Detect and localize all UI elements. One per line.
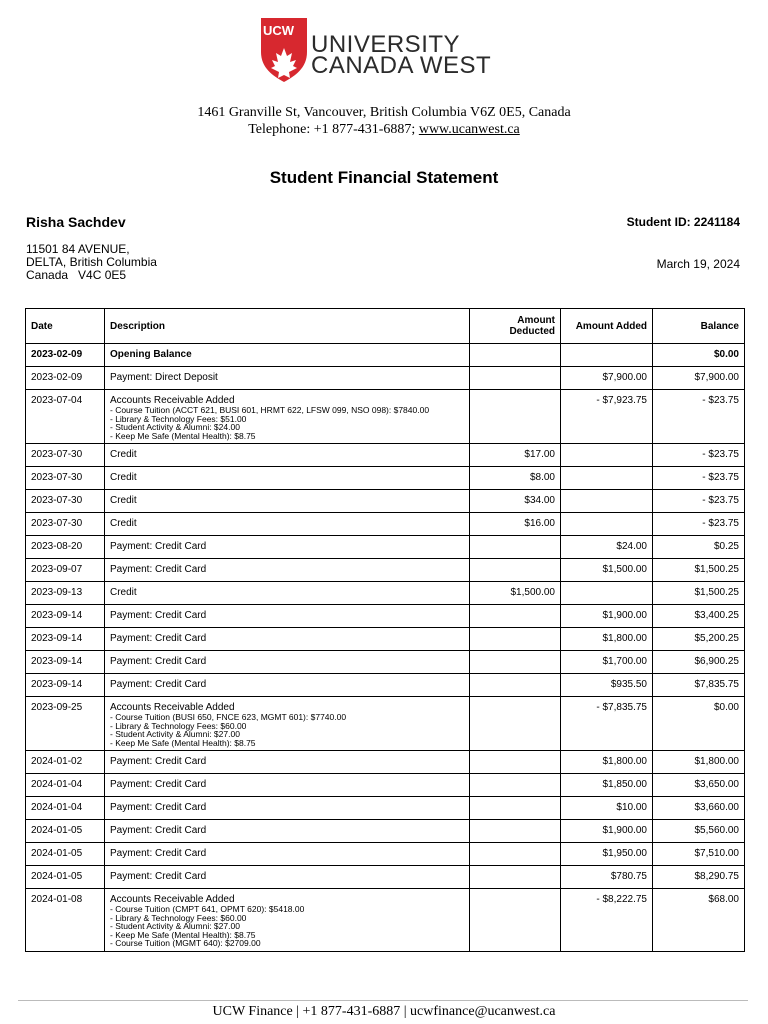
cell-description: [105, 820, 470, 843]
cell-amount-deducted: [470, 344, 561, 367]
cell-date: 2023-09-14: [26, 651, 105, 674]
cell-amount-deducted: [470, 751, 561, 774]
student-id: Student ID: 2241184: [626, 215, 740, 229]
cell-amount-added: [561, 444, 653, 467]
table-row: [26, 367, 745, 390]
page-title: Student Financial Statement: [269, 168, 499, 187]
cell-amount-deducted: [470, 820, 561, 843]
description-text: Payment: Credit Card: [110, 541, 207, 552]
cell-amount-deducted: [470, 367, 561, 390]
description-text: Payment: Credit Card: [110, 871, 207, 882]
header-amount-added: Amount Added: [561, 309, 653, 344]
cell-amount-deducted: [470, 697, 561, 751]
cell-balance: $3,400.25: [653, 605, 745, 628]
detail-line: - Keep Me Safe (Mental Health): $8.75: [110, 430, 256, 441]
cell-balance: $0.00: [653, 697, 745, 751]
table-row: [26, 344, 745, 367]
description-text: Credit: [110, 587, 137, 598]
description-text: Accounts Receivable Added: [110, 702, 235, 713]
table-row: [26, 467, 745, 490]
detail-line: - Course Tuition (MGMT 640): $2709.00: [110, 938, 261, 948]
cell-amount-added: $1,900.00: [561, 820, 653, 843]
cell-amount-deducted: [470, 866, 561, 889]
description-details: [110, 713, 464, 747]
cell-amount-deducted: $8.00: [470, 467, 561, 490]
cell-amount-added: [561, 582, 653, 605]
cell-amount-deducted: [470, 674, 561, 697]
cell-amount-added: $1,800.00: [561, 628, 653, 651]
description-text: Payment: Credit Card: [110, 564, 207, 575]
cell-balance: $3,660.00: [653, 797, 745, 820]
cell-date: 2024-01-05: [26, 843, 105, 866]
cell-date: 2023-02-09: [26, 367, 105, 390]
cell-date: 2023-09-25: [26, 697, 105, 751]
cell-description: [105, 674, 470, 697]
cell-amount-added: [561, 490, 653, 513]
cell-date: 2023-02-09: [26, 344, 105, 367]
table-row: [26, 390, 745, 444]
cell-amount-added: $1,950.00: [561, 843, 653, 866]
description-details: [110, 905, 464, 948]
cell-amount-deducted: [470, 651, 561, 674]
cell-amount-added: $1,800.00: [561, 751, 653, 774]
table-row: [26, 651, 745, 674]
cell-description: [105, 697, 470, 751]
cell-description: [105, 774, 470, 797]
cell-amount-deducted: [470, 559, 561, 582]
footer-contact: UCW Finance | +1 877-431-6887 | ucwfinance@ucanwest.ca: [212, 1004, 556, 1019]
cell-description: [105, 559, 470, 582]
cell-amount-deducted: [470, 889, 561, 952]
detail-line: - Course Tuition (CMPT 641, OPMT 620): $5418.00: [110, 904, 305, 914]
cell-date: 2023-09-14: [26, 674, 105, 697]
cell-amount-deducted: $1,500.00: [470, 582, 561, 605]
detail-line: - Student Activity & Alumni: $27.00: [110, 921, 240, 931]
cell-amount-deducted: [470, 774, 561, 797]
cell-balance: - $23.75: [653, 513, 745, 536]
cell-balance: $0.25: [653, 536, 745, 559]
description-text: Accounts Receivable Added: [110, 395, 235, 406]
detail-line: - Course Tuition (ACCT 621, BUSI 601, HRMT 622, LFSW 099, NSO 098): $7840.00: [110, 405, 430, 415]
cell-amount-added: [561, 344, 653, 367]
cell-description: [105, 843, 470, 866]
cell-amount-added: - $7,923.75: [561, 390, 653, 444]
cell-date: 2023-09-07: [26, 559, 105, 582]
cell-amount-added: - $7,835.75: [561, 697, 653, 751]
cell-description: [105, 628, 470, 651]
cell-amount-added: $24.00: [561, 536, 653, 559]
cell-balance: $3,650.00: [653, 774, 745, 797]
cell-description: [105, 797, 470, 820]
description-text: Payment: Credit Card: [110, 656, 207, 667]
table-row: [26, 774, 745, 797]
header-amount-deducted: Amount Deducted: [470, 309, 561, 344]
table-row: [26, 843, 745, 866]
cell-balance: $6,900.25: [653, 651, 745, 674]
cell-balance: - $23.75: [653, 444, 745, 467]
cell-date: 2024-01-04: [26, 774, 105, 797]
cell-description: [105, 536, 470, 559]
cell-amount-added: [561, 513, 653, 536]
cell-date: 2023-07-04: [26, 390, 105, 444]
cell-date: 2024-01-05: [26, 820, 105, 843]
description-text: Payment: Credit Card: [110, 610, 207, 621]
description-text: Opening Balance: [110, 349, 192, 360]
statement-date: March 19, 2024: [656, 257, 740, 271]
table-row: [26, 582, 745, 605]
detail-line: - Library & Technology Fees: $60.00: [110, 720, 247, 731]
cell-date: 2024-01-02: [26, 751, 105, 774]
cell-date: 2024-01-08: [26, 889, 105, 952]
detail-line: - Library & Technology Fees: $60.00: [110, 912, 247, 923]
cell-description: [105, 866, 470, 889]
table-row: [26, 444, 745, 467]
table-row: [26, 866, 745, 889]
cell-balance: $5,560.00: [653, 820, 745, 843]
cell-amount-added: $780.75: [561, 866, 653, 889]
detail-line: - Library & Technology Fees: $51.00: [110, 413, 247, 424]
cell-balance: $0.00: [653, 344, 745, 367]
telephone-text: Telephone: +1 877-431-6887;: [248, 122, 419, 137]
cell-date: 2023-07-30: [26, 467, 105, 490]
cell-balance: $1,500.25: [653, 582, 745, 605]
description-text: Credit: [110, 495, 137, 506]
table-row: [26, 889, 745, 952]
cell-description: [105, 344, 470, 367]
description-text: Credit: [110, 449, 137, 460]
cell-description: [105, 390, 470, 444]
cell-date: 2024-01-04: [26, 797, 105, 820]
cell-amount-added: $7,900.00: [561, 367, 653, 390]
cell-balance: $8,290.75: [653, 866, 745, 889]
cell-description: [105, 513, 470, 536]
student-address-line-3: Canada V4C 0E5: [26, 268, 127, 282]
cell-balance: $5,200.25: [653, 628, 745, 651]
university-telephone: [0, 121, 768, 138]
table-row: [26, 536, 745, 559]
cell-amount-added: $1,900.00: [561, 605, 653, 628]
student-address-line-1: 11501 84 AVENUE,: [26, 242, 130, 256]
cell-description: [105, 889, 470, 952]
table-row: [26, 697, 745, 751]
cell-balance: $1,800.00: [653, 751, 745, 774]
student-address-line-2: DELTA, British Columbia: [26, 255, 157, 269]
description-text: Accounts Receivable Added: [110, 894, 235, 905]
table-row: [26, 628, 745, 651]
description-text: Payment: Credit Card: [110, 679, 207, 690]
cell-amount-deducted: [470, 797, 561, 820]
cell-amount-added: $1,500.00: [561, 559, 653, 582]
logo-wordmark: [311, 31, 492, 79]
cell-amount-deducted: [470, 605, 561, 628]
cell-amount-deducted: [470, 628, 561, 651]
cell-amount-deducted: [470, 843, 561, 866]
cell-date: 2023-07-30: [26, 490, 105, 513]
cell-description: [105, 444, 470, 467]
cell-balance: $7,835.75: [653, 674, 745, 697]
cell-date: 2024-01-05: [26, 866, 105, 889]
header-balance: Balance: [653, 309, 745, 344]
student-address: [26, 243, 157, 282]
description-text: Payment: Credit Card: [110, 779, 207, 790]
university-address: 1461 Granville St, Vancouver, British Columbia V6Z 0E5, Canada: [197, 105, 571, 120]
table-row: [26, 674, 745, 697]
table-row: [26, 751, 745, 774]
description-text: Payment: Credit Card: [110, 802, 207, 813]
cell-date: 2023-08-20: [26, 536, 105, 559]
description-text: Payment: Credit Card: [110, 825, 207, 836]
cell-balance: $7,510.00: [653, 843, 745, 866]
logo-line-2: CANADA WEST: [311, 52, 492, 79]
detail-line: - Keep Me Safe (Mental Health): $8.75: [110, 929, 256, 940]
cell-amount-added: $935.50: [561, 674, 653, 697]
description-details: [110, 406, 464, 440]
table-header-row: [26, 309, 745, 344]
cell-description: [105, 582, 470, 605]
cell-date: 2023-09-13: [26, 582, 105, 605]
cell-balance: - $23.75: [653, 490, 745, 513]
cell-amount-added: $10.00: [561, 797, 653, 820]
university-logo: [259, 18, 509, 82]
cell-amount-deducted: [470, 390, 561, 444]
description-text: Payment: Credit Card: [110, 756, 207, 767]
table-row: [26, 490, 745, 513]
table-row: [26, 605, 745, 628]
cell-balance: $68.00: [653, 889, 745, 952]
header-date: Date: [26, 309, 105, 344]
cell-description: [105, 605, 470, 628]
cell-amount-deducted: $16.00: [470, 513, 561, 536]
detail-line: - Keep Me Safe (Mental Health): $8.75: [110, 737, 256, 748]
detail-line: - Student Activity & Alumni: $27.00: [110, 729, 240, 739]
cell-date: 2023-09-14: [26, 628, 105, 651]
cell-balance: - $23.75: [653, 390, 745, 444]
cell-description: [105, 367, 470, 390]
student-name: Risha Sachdev: [26, 214, 126, 230]
logo-badge: UCW: [263, 23, 295, 38]
table-row: [26, 559, 745, 582]
table-row: [26, 820, 745, 843]
detail-line: - Student Activity & Alumni: $24.00: [110, 422, 240, 432]
cell-description: [105, 651, 470, 674]
description-text: Credit: [110, 518, 137, 529]
cell-amount-added: [561, 467, 653, 490]
header-description: Description: [105, 309, 470, 344]
cell-amount-added: $1,700.00: [561, 651, 653, 674]
cell-amount-deducted: $17.00: [470, 444, 561, 467]
cell-amount-deducted: [470, 536, 561, 559]
cell-date: 2023-09-14: [26, 605, 105, 628]
cell-date: 2023-07-30: [26, 444, 105, 467]
logo-line-1: UNIVERSITY: [311, 31, 461, 58]
cell-balance: $1,500.25: [653, 559, 745, 582]
website-link[interactable]: www.ucanwest.ca: [418, 122, 520, 137]
cell-amount-deducted: $34.00: [470, 490, 561, 513]
description-text: Payment: Direct Deposit: [110, 372, 218, 383]
footer-divider: [18, 1000, 748, 1001]
description-text: Credit: [110, 472, 137, 483]
description-text: Payment: Credit Card: [110, 848, 207, 859]
cell-description: [105, 490, 470, 513]
description-text: Payment: Credit Card: [110, 633, 207, 644]
cell-amount-added: $1,850.00: [561, 774, 653, 797]
cell-description: [105, 751, 470, 774]
cell-date: 2023-07-30: [26, 513, 105, 536]
cell-description: [105, 467, 470, 490]
table-row: [26, 797, 745, 820]
cell-amount-added: - $8,222.75: [561, 889, 653, 952]
cell-balance: - $23.75: [653, 467, 745, 490]
statement-table: [25, 308, 745, 952]
detail-line: - Course Tuition (BUSI 650, FNCE 623, MGMT 601): $7740.00: [110, 712, 347, 722]
table-row: [26, 513, 745, 536]
cell-balance: $7,900.00: [653, 367, 745, 390]
